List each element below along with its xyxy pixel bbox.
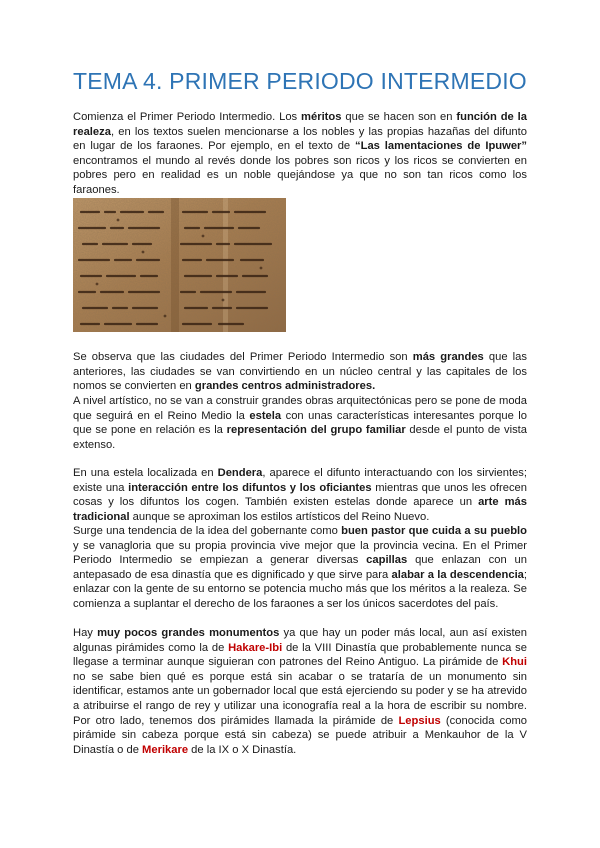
paragraph-dendera: En una estela localizada en Dendera, aparece el difunto interactuando con los sirvientes; existe una interacción entre los difuntos y los oficiantes mientras que unos les ofrecen cosas y los difuntos los cogen. También existen estelas donde aparece un arte más tradicional aunque se aproximan los estilos artísticos del Reino Nuevo. bbox=[73, 467, 528, 523]
name-khui: Khui bbox=[502, 656, 527, 669]
paragraph-art: A nivel artístico, no se van a construir grandes obras arquitectónicas pero se pone de moda que seguirá en el Reino Medio la estela con unas características interesantes porque lo que se pone en relación es la representación del grupo familiar desde el punto de vista extenso. bbox=[73, 395, 527, 451]
page-title: TEMA 4. PRIMER PERIODO INTERMEDIO bbox=[73, 68, 527, 94]
paragraph-monuments: Hay muy pocos grandes monumentos ya que hay un poder más local, aun así existen algunas pirámides como la de Hakare-Ibi de la VIII Dinastía que probablemente nunca se llegase a terminar aunque siguieran con patrones del Reino Antiguo. La pirámide de Khui no se sabe bien qué es porque está sin acabar o se trataría de un monumento sin identificar, estamos ante un gobernador local que está ejerciendo su poder y se ha atrevido a atribuirse el rango de rey y utilizar una iconografía real a la hora de escribir su nombre. Por otro lado, tenemos dos pirámides llamada la pirámide de Lepsius (conocida como pirámide sin cabeza porque está sin cabeza) se puede atribuir a Menkauhor de la V Dinastía o de Merikare de la IX o X Dinastía. bbox=[73, 627, 527, 756]
paragraph-ruler: Surge una tendencia de la idea del gobernante como buen pastor que cuida a su pueblo y se vanagloria que su propia provincia vive mejor que la provincia vecina. En el Primer Periodo Intermedio se empiezan a generar diversas capillas que enlazan con un antepasado de esa dinastía que es dignificado y que sirve para alabar a la descendencia; enlazar con la gente de su entorno se potencia mucho más que los méritos a la realeza. Se comienza a suplantar el derecho de los faraones a ser los únicos sacerdotes del país. bbox=[73, 525, 528, 610]
paragraph-cities: Se observa que las ciudades del Primer Periodo Intermedio son más grandes que las anteriores, las ciudades se van convirtiendo en un núcleo central y las capitales de los nomos se convierten en grandes centros administradores. bbox=[73, 351, 527, 393]
paragraph-intro: Comienza el Primer Periodo Intermedio. Los méritos que se hacen son en función de la realeza, en los textos suelen mencionarse a los nobles y las propias hazañas del difunto en lugar de los faraones. Por ejemplo, en el texto de “Las lamentaciones de Ipuwer” encontramos el mundo al revés donde los pobres son ricos y los ricos se convierten en pobres pero en realidad es un noble quejándose ya que no son tan ricos como los faraones. bbox=[73, 111, 527, 196]
name-merikare: Merikare bbox=[142, 743, 189, 756]
papyrus-image bbox=[73, 198, 286, 332]
name-lepsius: Lepsius bbox=[398, 714, 441, 727]
name-hakare-ibi: Hakare-Ibi bbox=[228, 641, 283, 654]
